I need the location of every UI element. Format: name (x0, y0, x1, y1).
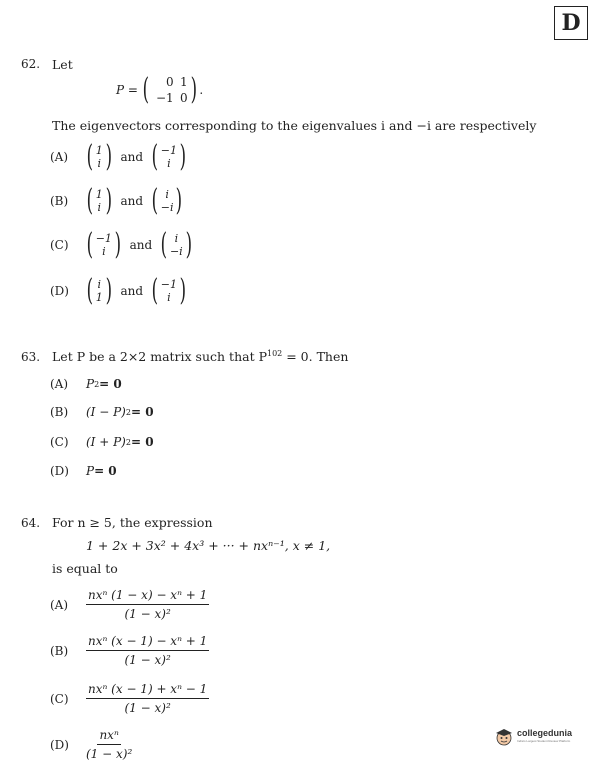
matrix-lhs: P = (116, 83, 138, 97)
option-exp: 2 (94, 379, 100, 389)
q62-option-a[interactable] (50, 139, 189, 174)
option-label: (B) (50, 643, 69, 658)
vector-1: ( −1 i ) (86, 227, 122, 262)
option-label: (B) (50, 194, 69, 208)
fraction (86, 588, 209, 621)
option-exp: 2 (125, 437, 131, 447)
right-paren-icon: ) (190, 72, 197, 107)
matrix-cell: 0 (166, 75, 174, 89)
option-rest: = 0 (99, 377, 122, 391)
q64-option-a[interactable] (50, 588, 209, 621)
q63-option-d[interactable] (50, 464, 117, 478)
denominator: (1 − x)² (124, 653, 171, 667)
set-code-box (554, 6, 588, 40)
option-rest: = 0 (94, 464, 117, 478)
matrix-p (152, 74, 188, 106)
q62-number: 62. (21, 57, 41, 71)
and-text: and (120, 284, 144, 298)
matrix-cell: 0 (180, 91, 188, 105)
numerator: nxⁿ (x − 1) + xⁿ − 1 (86, 682, 209, 699)
set-code: D (561, 10, 581, 36)
option-label: (C) (50, 238, 69, 252)
mascot-icon (494, 726, 514, 748)
q64-option-b[interactable] (50, 634, 209, 667)
denominator: (1 − x)² (124, 701, 171, 715)
option-base: P (86, 377, 95, 391)
fraction (86, 682, 209, 715)
option-exp: 2 (125, 407, 131, 417)
vector-1: ( 1 i ) (86, 183, 112, 218)
matrix-cell: 1 (180, 75, 188, 89)
vector-2: ( i −i ) (151, 183, 183, 218)
and-text: and (129, 238, 153, 252)
q62-intro: Let (52, 57, 73, 72)
numerator: nxⁿ (1 − x) − xⁿ + 1 (86, 588, 209, 605)
option-label: (C) (50, 435, 69, 449)
q63-statement: Let P be a 2×2 matrix such that $P^{102} = 0$. Then (52, 349, 349, 365)
q62-statement: The eigenvectors corresponding to the eigenvalues i and −i are respectively (52, 118, 537, 133)
vector-1: ( 1 i ) (86, 139, 112, 174)
matrix-cell: −1 (155, 91, 174, 105)
brand-name: collegedunia (517, 728, 573, 738)
q64-expression: 1 + 2x + 3x² + 4x³ + ··· + nxⁿ⁻¹, x ≠ 1, (86, 538, 331, 553)
q64-option-c[interactable] (50, 682, 209, 715)
option-label: (D) (50, 464, 69, 478)
and-text: and (120, 150, 144, 164)
vector-2: ( −1 i ) (151, 273, 187, 308)
option-base: (I − P) (86, 405, 126, 419)
option-rest: = 0 (130, 435, 154, 449)
q64-option-d[interactable] (50, 728, 132, 761)
q63-option-b[interactable] (50, 405, 154, 419)
numerator: nxⁿ (97, 728, 120, 745)
option-base: P (86, 464, 95, 478)
vector-1: ( i 1 ) (86, 273, 112, 308)
vector-2: ( −1 i ) (151, 139, 187, 174)
fraction (86, 728, 132, 761)
vector-2: ( i −i ) (160, 227, 192, 262)
q62-option-c[interactable] (50, 227, 194, 262)
matrix-end: . (199, 83, 204, 97)
option-label: (D) (50, 284, 69, 298)
q63-option-c[interactable] (50, 435, 154, 449)
numerator: nxⁿ (x − 1) − xⁿ + 1 (86, 634, 209, 651)
option-label: (A) (50, 597, 69, 612)
q62-matrix-definition (116, 74, 203, 106)
fraction (86, 634, 209, 667)
q62-option-d[interactable] (50, 273, 189, 308)
left-paren-icon: ( (142, 72, 150, 107)
option-label: (D) (50, 737, 69, 752)
q64-equal-to: is equal to (52, 561, 118, 576)
and-text: and (120, 194, 144, 208)
option-label: (A) (50, 377, 69, 391)
denominator: (1 − x)² (86, 747, 133, 761)
option-label: (B) (50, 405, 69, 419)
q64-statement: For n ≥ 5, the expression (52, 515, 213, 530)
q62-option-b[interactable] (50, 183, 185, 218)
brand-tagline: India's Largest Student Review Platform (517, 739, 571, 743)
option-rest: = 0 (130, 405, 154, 419)
collegedunia-watermark (494, 726, 572, 748)
option-label: (A) (50, 150, 69, 164)
denominator: (1 − x)² (124, 607, 171, 621)
option-base: (I + P) (86, 435, 126, 449)
q64-number: 64. (21, 516, 41, 530)
option-label: (C) (50, 691, 69, 706)
q63-option-a[interactable] (50, 377, 122, 391)
q63-number: 63. (21, 350, 41, 364)
